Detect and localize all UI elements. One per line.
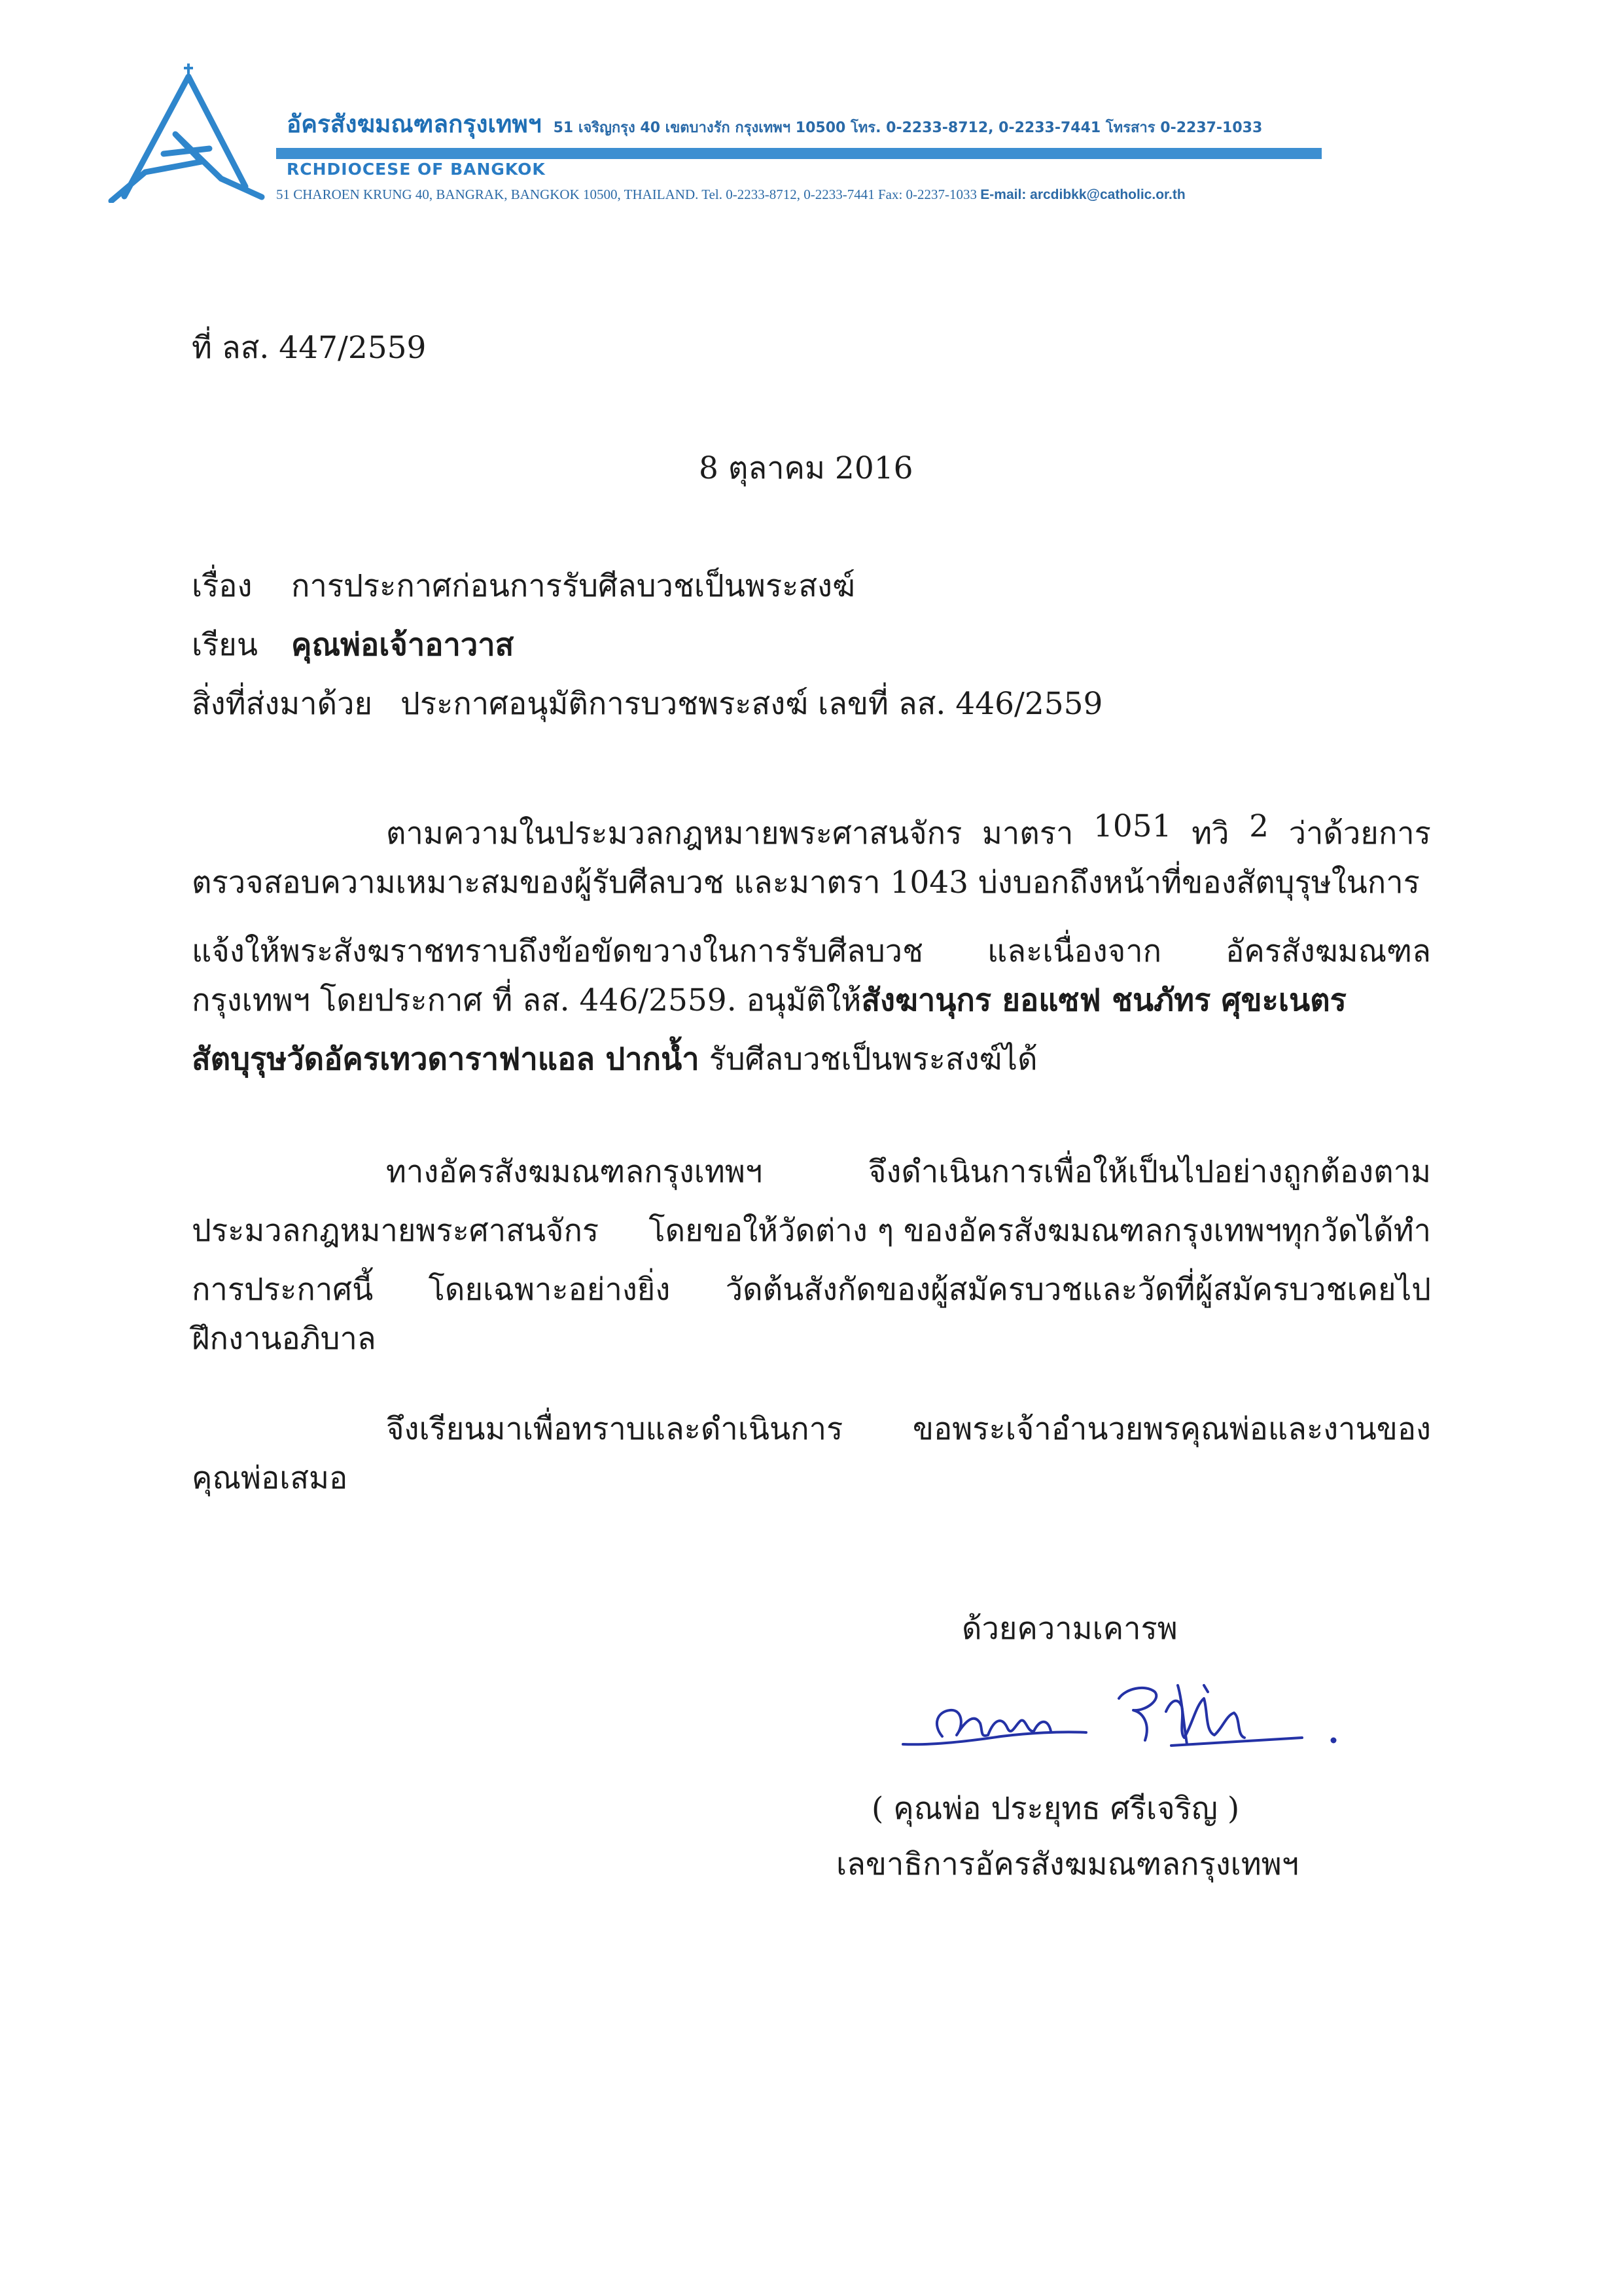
handwritten-signature	[896, 1672, 1354, 1764]
recipient-text: คุณพ่อเจ้าอาวาส	[291, 627, 514, 663]
letterhead-thai	[287, 105, 1262, 143]
subject-text: การประกาศก่อนการรับศีลบวชเป็นพระสงฆ์	[291, 568, 855, 604]
reference-number: ที่ ลส. 447/2559	[192, 330, 427, 366]
signatory-title: เลขาธิการอัครสังฆมณฑลกรุงเทพฯ	[836, 1846, 1299, 1882]
archdiocese-logo	[105, 62, 281, 203]
org-address-english	[276, 187, 1186, 203]
signatory-name: ( คุณพ่อ ประยุทธ ศรีเจริญ )	[872, 1791, 1240, 1827]
recipient-label: เรียน	[192, 627, 258, 663]
para2-line4: ฝึกงานอภิบาล	[192, 1321, 376, 1357]
address-tel-fax: 51 CHAROEN KRUNG 40, BANGRAK, BANGKOK 10500, THAILAND. Tel. 0-2233-8712, 0-2233-7441 Fax: 0-2237-1033	[276, 187, 981, 202]
para3-line2: คุณพ่อเสมอ	[192, 1460, 348, 1496]
org-name-thai: อัครสังฆมณฑลกรุงเทพฯ	[287, 110, 542, 138]
para2-line3: การประกาศนี้ โดยเฉพาะอย่างยิ่ง วัดต้นสังกัดของผู้สมัครบวชและวัดที่ผู้สมัครบวชเคยไป	[192, 1272, 1431, 1308]
enclosure-label: สิ่งที่ส่งมาด้วย	[192, 686, 373, 722]
org-address-thai: 51 เจริญกรุง 40 เขตบางรัก กรุงเทพฯ 10500 โทร. 0-2233-8712, 0-2233-7441 โทรสาร 0-2237-1033	[553, 120, 1263, 136]
para1-line1: ตามความในประมวลกฎหมายพระศาสนจักร มาตรา 1051 ทวิ 2 ว่าด้วยการ	[386, 808, 1431, 852]
letter-date: 8 ตุลาคม 2016	[699, 450, 913, 486]
candidate-name: สังฆานุกร ยอแซฟ ชนภัทร ศุขะเนตร	[861, 982, 1347, 1018]
para2-line1: ทางอัครสังฆมณฑลกรุงเทพฯ จึงดำเนินการเพื่อให้เป็นไปอย่างถูกต้องตาม	[386, 1154, 1431, 1190]
enclosure-text: ประกาศอนุมัติการบวชพระสงฆ์ เลขที่ ลส. 446/2559	[400, 686, 1103, 722]
letterhead-rule	[276, 148, 1322, 159]
subject-label: เรื่อง	[192, 568, 253, 604]
para1-line4: กรุงเทพฯ โดยประกาศ ที่ ลส. 446/2559. อนุมัติให้สังฆานุกร ยอแซฟ ชนภัทร ศุขะเนตร	[192, 982, 1347, 1018]
para1-line3: แจ้งให้พระสังฆราชทราบถึงข้อขัดขวางในการรับศีลบวช และเนื่องจาก อัครสังฆมณฑล	[192, 933, 1431, 969]
candidate-parish: สัตบุรุษวัดอัครเทวดาราฟาแอล ปากน้ำ	[192, 1041, 699, 1077]
para1-line5: สัตบุรุษวัดอัครเทวดาราฟาแอล ปากน้ำ รับศีลบวชเป็นพระสงฆ์ได้	[192, 1041, 1038, 1077]
org-name-english: RCHDIOCESE OF BANGKOK	[287, 160, 546, 179]
email-address: E-mail: arcdibkk@catholic.or.th	[980, 187, 1186, 202]
closing-text: ด้วยความเคารพ	[962, 1611, 1178, 1647]
para3-line1: จึงเรียนมาเพื่อทราบและดำเนินการ ขอพระเจ้าอำนวยพรคุณพ่อและงานของ	[386, 1411, 1431, 1447]
para1-line2: ตรวจสอบความเหมาะสมของผู้รับศีลบวช และมาตรา 1043 บ่งบอกถึงหน้าที่ของสัตบุรุษในการ	[192, 865, 1420, 901]
para2-line2: ประมวลกฎหมายพระศาสนจักร โดยขอให้วัดต่าง ๆ ของอัครสังฆมณฑลกรุงเทพฯทุกวัดได้ทำ	[192, 1213, 1431, 1249]
